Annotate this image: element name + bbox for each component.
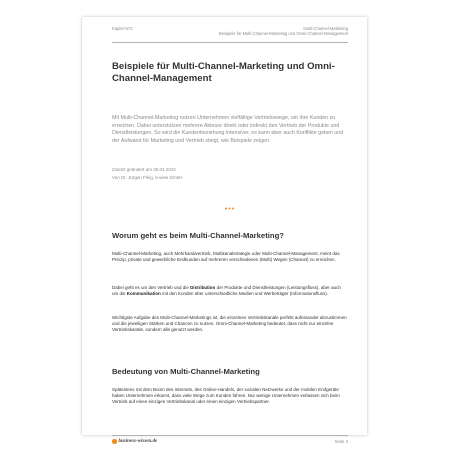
text-run: Dabei geht es um den Vertrieb und die: [112, 285, 191, 290]
page-content: [112, 17, 348, 444]
brand-logo: [112, 439, 157, 444]
page-title: Beispiele für Multi-Channel-Marketing und Omni-Channel-Management: [112, 61, 335, 85]
logo-dot-icon: [112, 439, 117, 444]
header-divider: [112, 42, 348, 43]
document-page: [82, 17, 367, 444]
text-run: der Produkte und Dienstleistungen (Leistungsfluss), aber auch um die: [112, 285, 341, 297]
updated-date: Zuletzt geändert am 30.04.2024: [112, 167, 176, 172]
footer-divider: [112, 435, 348, 436]
bold-term-distribution: Distribution: [190, 285, 216, 290]
article-meta: [112, 166, 348, 182]
dots-separator: •••: [224, 206, 236, 213]
page-footer: [112, 439, 348, 444]
section-1-paragraph-3: Wichtigste Aufgabe des Multi-Channel-Marketings ist, die einzelnen Vertriebskanäle perfekt aufeinander abzustimmen und die jeweiligen Stärken und Chancen zu nutzen. Omni-Channel-Marketing bedeutet, dass nicht nur einzelne Vertriebskanäle, sondern alle genutzt werden.: [112, 315, 347, 333]
chapter-label: Kapitel 672: [112, 26, 133, 31]
section-heading-worum: Worum geht es beim Multi-Channel-Marketing?: [112, 231, 284, 240]
running-header: [112, 26, 348, 36]
category-label: Multi-Channel-Marketing: [303, 26, 348, 31]
text-run: mit den Kunden über unterschiedliche Medien und Werbeträger (Informationsfluss).: [160, 291, 329, 297]
bold-term-kommunikation: Kommunikation: [126, 291, 161, 297]
section-2-paragraph-1: Spätestens mit dem Boom des Internets, des Online-Handels, der sozialen Netzwerke und der mobilen Endgeräte haben Unternehmen erkannt, dass viele Wege zum Kunden führen. Nur wenige Unternehmen verlassen sich beim Vertrieb auf einen einzigen Vertriebskanal oder einen einzigen Vertriebspartner.: [112, 387, 340, 405]
section-heading-bedeutung: Bedeutung von Multi-Channel-Marketing: [112, 367, 260, 376]
logo-text: business-wissen.de: [118, 439, 158, 444]
intro-paragraph: Mit Multi-Channel-Marketing nutzen Unternehmen vielfältige Vertriebswege, um ihre Kunden zu erreichen. Dabei unterstützen mehrere Akteure direkt oder indirekt den Vertrieb der Produkte und Dienstleistungen. So wird die Kundenbeziehung intensiver, es kann aber auch Konflikte geben und der Aufwand für Marketing und Vertrieb steigt, wie Beispiele zeigen.: [112, 115, 344, 145]
author-line: Von Dr. Jürgen Fleig, b-wise GmbH: [112, 174, 183, 180]
section-1-paragraph-1: Multi-Channel-Marketing, auch Mehrkanalvertrieb, Multikanalstrategie oder Multi-Channel-Management, meint das Prinzip, private und gewerbliche Endkunden auf mehreren verschiedenen (Multi) Wegen (Channel) zu erreichen.: [112, 251, 340, 263]
running-header-subtitle: Beispiele für Multi-Channel-Marketing und Omni-Channel-Management: [218, 31, 348, 37]
section-1-paragraph-2: [112, 285, 348, 297]
page-number: Seite 2: [334, 439, 348, 444]
